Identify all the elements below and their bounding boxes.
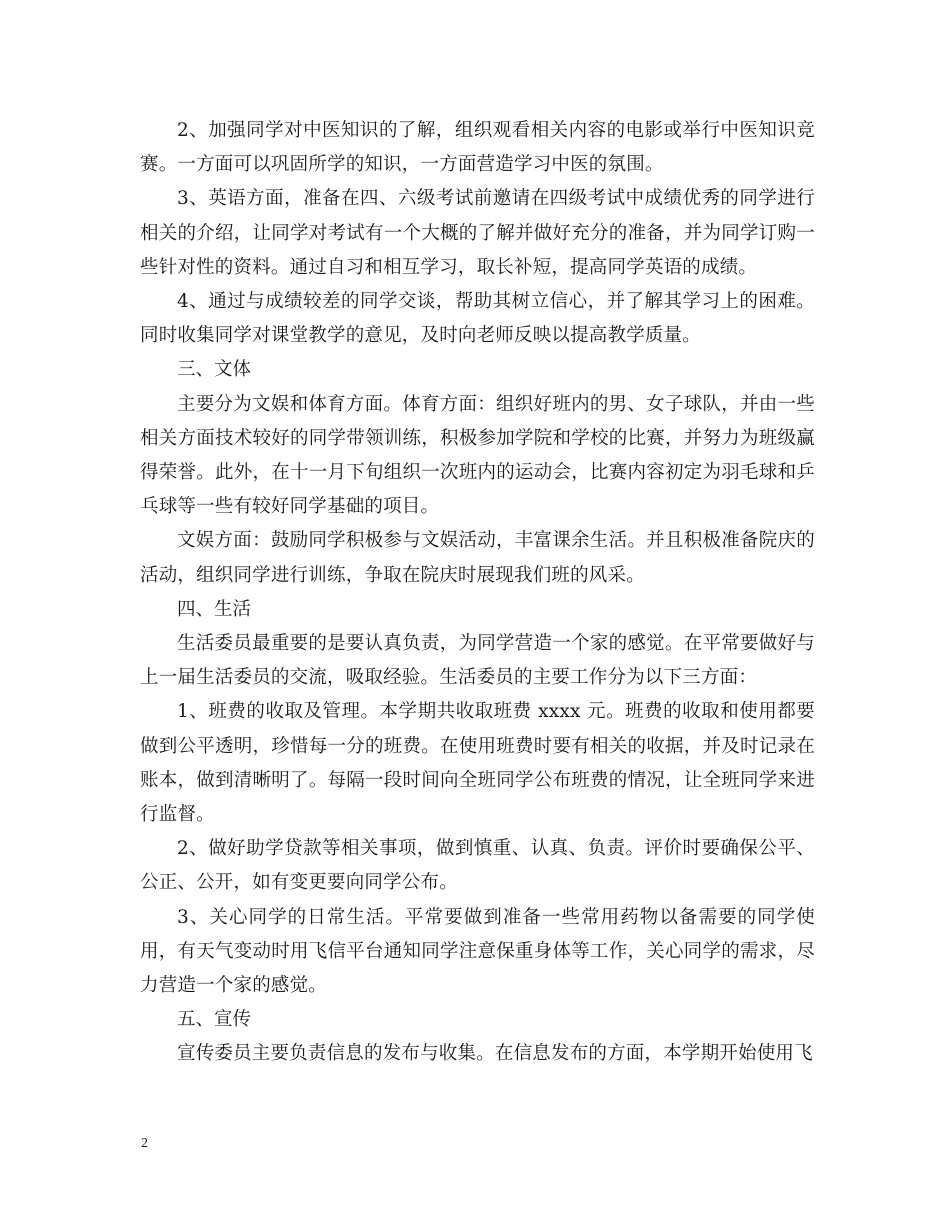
paragraph-publicity: 宣传委员主要负责信息的发布与收集。在信息发布的方面，本学期开始使用飞 xyxy=(177,1043,813,1065)
paragraph-communication: 4、通过与成绩较差的同学交谈，帮助其树立信心，并了解其学习上的困难。同时收集同学对课堂教学的意见，及时向老师反映以提高教学质量。 xyxy=(140,291,815,347)
paragraph-sports: 主要分为文娱和体育方面。体育方面：组织好班内的男、女子球队，并由一些相关方面技术较好的同学带领训练，积极参加学院和学校的比赛，并努力为班级赢得荣誉。此外，在十一月下旬组织一次班内的运动会，比赛内容初定为羽毛球和乒乓球等一些有较好同学基础的项目。 xyxy=(140,393,815,518)
section-heading-publicity: 五、宣传 xyxy=(177,1009,252,1031)
paragraph-class-fees: 1、班费的收取及管理。本学期共收取班费 xxxx 元。班费的收取和使用都要做到公平透明，珍惜每一分的班费。在使用班费时要有相关的收据，并及时记录在账本，做到清晰明了。每隔一段时间向全班同学公布班费的情况，让全班同学来进行监督。 xyxy=(140,701,815,826)
paragraph-english: 3、英语方面，准备在四、六级考试前邀请在四级考试中成绩优秀的同学进行相关的介绍，让同学对考试有一个大概的了解并做好充分的准备，并为同学订购一些针对性的资料。通过自习和相互学习，取长补短，提高同学英语的成绩。 xyxy=(140,188,815,278)
paragraph-daily-life: 3、关心同学的日常生活。平常要做到准备一些常用药物以备需要的同学使用，有天气变动时用飞信平台通知同学注意保重身体等工作，关心同学的需求，尽力营造一个家的感觉。 xyxy=(140,906,815,997)
paragraph-chinese-medicine: 2、加强同学对中医知识的了解，组织观看相关内容的电影或举行中医知识竞赛。一方面可以巩固所学的知识，一方面营造学习中医的氛围。 xyxy=(140,120,815,176)
page-number: 2 xyxy=(141,1136,148,1151)
paragraph-entertainment: 文娱方面：鼓励同学积极参与文娱活动，丰富课余生活。并且积极准备院庆的活动，组织同学进行训练，争取在院庆时展现我们班的风采。 xyxy=(140,530,815,586)
document-body xyxy=(140,114,815,1072)
section-heading-life: 四、生活 xyxy=(177,598,252,620)
section-heading-sports-culture: 三、文体 xyxy=(177,359,252,381)
paragraph-student-loans: 2、做好助学贷款等相关事项，做到慎重、认真、负责。评价时要确保公平、公正、公开，如有变更要向同学公布。 xyxy=(140,838,815,894)
paragraph-life-intro: 生活委员最重要的是要认真负责，为同学营造一个家的感觉。在平常要做好与上一届生活委员的交流，吸取经验。生活委员的主要工作分为以下三方面： xyxy=(140,633,815,689)
